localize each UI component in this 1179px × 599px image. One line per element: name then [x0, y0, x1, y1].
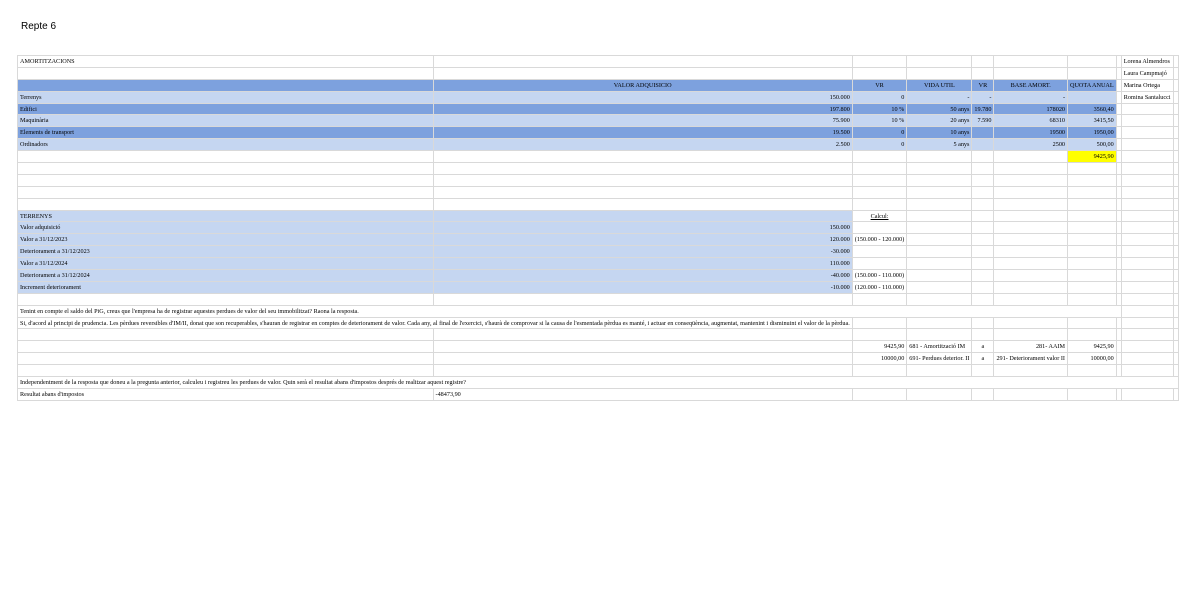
amort-header-row [18, 79, 1179, 91]
table-row [18, 186, 1179, 198]
col-header-base[interactable]: BASE AMORT. [994, 79, 1068, 91]
table-row: Valor adquisició 150.000 [18, 222, 1179, 234]
journal-entry: 10000,00 691- Perdues deterior. II a 291- Deteriorament valor II 10000,00 [18, 353, 1179, 365]
col-header-quota[interactable]: QUOTA ANUAL [1068, 79, 1117, 91]
table-row [18, 174, 1179, 186]
name-3[interactable]: Marina Ortega [1121, 79, 1173, 91]
sheet-title: Repte 6 [21, 21, 57, 32]
table-row [18, 67, 1179, 79]
result-label[interactable]: Resultat abans d'impostos [18, 388, 434, 400]
terrenys-title[interactable]: TERRENYS [18, 210, 434, 222]
name-4[interactable]: Romina Santalucci [1121, 91, 1173, 103]
col-header-valor[interactable]: VALOR ADQUISICIO [433, 79, 852, 91]
result-value[interactable]: -48473,90 [433, 388, 852, 400]
table-row [18, 163, 1179, 175]
table-row: Edifici 197.800 10 % 50 anys 19.780 178020 3560,40 [18, 103, 1179, 115]
table-row: Terrenys 150.000 0 - - - Romina Santalucci [18, 91, 1179, 103]
table-row: Maquinària 75.900 10 % 20 anys 7.590 68310 3415,50 [18, 115, 1179, 127]
amort-total[interactable]: 9425,90 [1068, 151, 1117, 163]
table-row: Elements de transport 19.500 0 10 anys 19500 1950,00 [18, 127, 1179, 139]
question-1[interactable]: Tenint en compte el saldo del PiG, creus que l'empresa ha de registrar aquestes perdues de valor del seu immobilitzat? Raona la resposta. [18, 305, 1117, 317]
table-row [18, 198, 1179, 210]
table-row [18, 388, 1179, 400]
col-header-vr[interactable]: VR [852, 79, 907, 91]
table-row [18, 377, 1179, 389]
answer-1[interactable]: Si, d'acord al principi de prudencia. Les pèrdues reversibles d'IM/II, donat que son recuperables, s'hauran de registrar en comptes de deteriorament de valor. Cada any, al final de l'exercici, s'haurà de comprovar si la causa de l'esmentada pèrdua es manté, i actuar en conseqüència, augmentat, mantenint i disminuint el valor de la pèrdua. [18, 317, 853, 329]
table-row [18, 210, 1179, 222]
table-row: Deteriorament a 31/12/2024 -40.000 (150.000 - 110.000) [18, 270, 1179, 282]
table-row: Deteriorament a 31/12/2023 -30.000 [18, 246, 1179, 258]
question-2[interactable]: Independentment de la resposta que doneu a la pregunta anterior, calculeu i registreu les perdues de valor. Quin serà el resultat abans d'impostos després de realitzar aquest registre? [18, 377, 1174, 389]
col-header-vr2[interactable]: VR [972, 79, 994, 91]
table-row [18, 293, 1179, 305]
amort-title[interactable]: AMORTITZACIONS [18, 56, 434, 68]
table-row: Valor a 31/12/2023 120.000 (150.000 - 120.000) [18, 234, 1179, 246]
table-row: Increment deteriorament -10.000 (120.000 - 110.000) [18, 281, 1179, 293]
spreadsheet-grid [17, 55, 1179, 401]
spreadsheet [17, 55, 1179, 401]
calc-label[interactable]: Calcul: [852, 210, 907, 222]
col-header-vida[interactable]: VIDA UTIL [907, 79, 972, 91]
name-1[interactable]: Lorena Almendros [1121, 56, 1173, 68]
table-row [18, 329, 1179, 341]
table-row [18, 305, 1179, 317]
table-row [18, 56, 1179, 68]
name-2[interactable]: Laura Campmajó [1121, 67, 1173, 79]
table-row [18, 365, 1179, 377]
journal-entry: 9425,90 681 - Amortització IM a 281- AAIM 9425,90 [18, 341, 1179, 353]
table-row: Valor a 31/12/2024 110.000 [18, 258, 1179, 270]
table-row [18, 317, 1179, 329]
table-row: Ordinadors 2.500 0 5 anys 2500 500,00 [18, 139, 1179, 151]
table-row [18, 151, 1179, 163]
